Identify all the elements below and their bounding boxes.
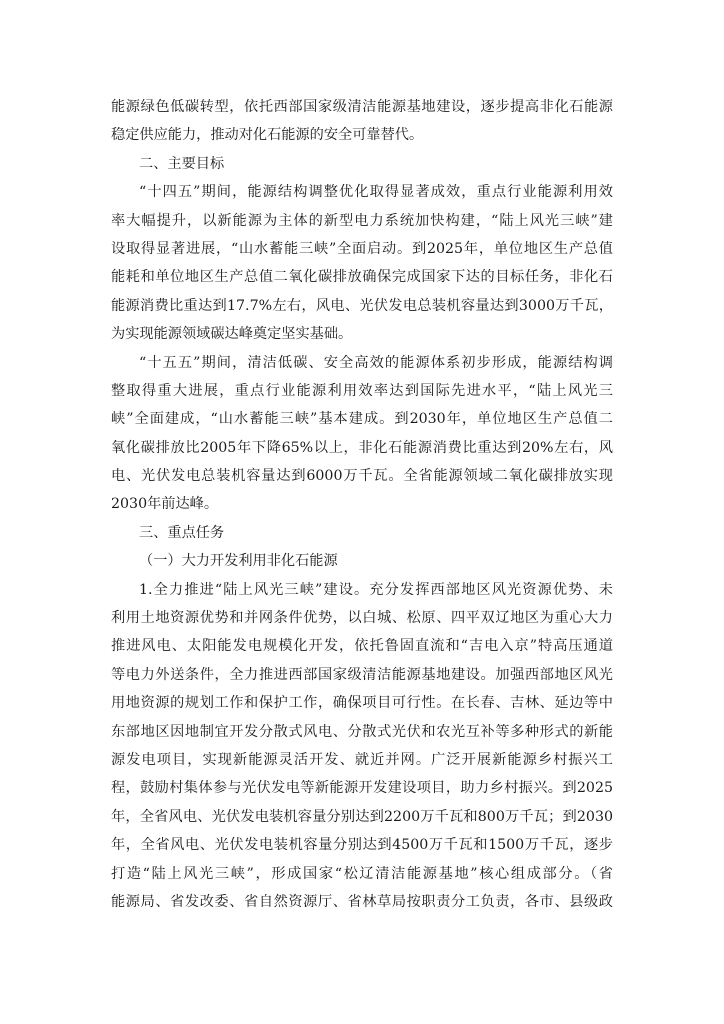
text-line: 年，全省风电、光伏发电装机容量分别达到4500万千瓦和1500万千瓦，逐步 (111, 837, 613, 854)
text-line: 能耗和单位地区生产总值二氧化碳排放确保完成国家下达的目标任务，非化石 (111, 269, 613, 286)
text-line: 等电力外送条件，全力推进西部国家级清洁能源基地建设。加强西部地区风光 (111, 666, 613, 683)
text-line: 程，鼓励村集体参与光伏发电等新能源开发建设项目，助力乡村振兴。到2025 (111, 780, 613, 797)
text-line: 整取得重大进展，重点行业能源利用效率达到国际先进水平，“陆上风光三 (111, 382, 613, 399)
text-line: 能源局、省发改委、省自然资源厅、省林草局按职责分工负责，各市、县级政 (111, 893, 613, 910)
text-line: 电、光伏发电总装机容量达到6000万千瓦。全省能源领域二氧化碳排放实现 (111, 468, 613, 485)
text-line: “十四五”期间，能源结构调整优化取得显著成效，重点行业能源利用效 (139, 184, 613, 201)
text-line: 年，全省风电、光伏发电装机容量分别达到2200万千瓦和800万千瓦；到2030 (111, 808, 613, 825)
text-line: 能源绿色低碳转型，依托西部国家级清洁能源基地建设，逐步提高非化石能源 (111, 99, 613, 115)
text-line: 能源消费比重达到17.7%左右，风电、光伏发电总装机容量达到3000万千瓦， (111, 297, 613, 314)
text-line: 用地资源的规划工作和保护工作，确保项目可行性。在长春、吉林、延边等中 (111, 695, 613, 712)
text-line: 源发电项目，实现新能源灵活开发、就近并网。广泛开展新能源乡村振兴工 (111, 751, 613, 768)
text-line: 氧化碳排放比2005年下降65%以上，非化石能源消费比重达到20%左右，风 (111, 439, 613, 456)
section-heading: 三、重点任务 (139, 524, 225, 541)
text-line: 设取得显著进展，“山水蓄能三峡”全面启动。到2025年，单位地区生产总值 (111, 240, 613, 257)
text-line: “十五五”期间，清洁低碳、安全高效的能源体系初步形成，能源结构调 (139, 354, 613, 371)
text-line: 东部地区因地制宜开发分散式风电、分散式光伏和农光互补等多种形式的新能 (111, 723, 613, 740)
text-line: 打造“陆上风光三峡”，形成国家“松辽清洁能源基地”核心组成部分。（省 (111, 865, 613, 882)
text-line: 1.全力推进“陆上风光三峡”建设。充分发挥西部地区风光资源优势、未 (139, 581, 613, 598)
document-body (111, 93, 613, 916)
text-line: 推进风电、太阳能发电规模化开发，依托鲁固直流和“吉电入京”特高压通道 (111, 638, 613, 655)
text-line: 2030年前达峰。 (111, 496, 219, 513)
text-line: 利用土地资源优势和并网条件优势，以白城、松原、四平双辽地区为重心大力 (111, 610, 613, 627)
text-line: 稳定供应能力，推动对化石能源的安全可靠替代。 (111, 127, 424, 144)
text-line: 率大幅提升，以新能源为主体的新型电力系统加快构建，“陆上风光三峡”建 (111, 212, 613, 229)
text-line: 峡”全面建成，“山水蓄能三峡”基本建成。到2030年，单位地区生产总值二 (111, 411, 613, 428)
section-heading: 二、主要目标 (139, 155, 225, 172)
text-line: 为实现能源领域碳达峰奠定坚实基础。 (111, 326, 353, 343)
subsection-heading: （一）大力开发利用非化石能源 (139, 553, 338, 570)
